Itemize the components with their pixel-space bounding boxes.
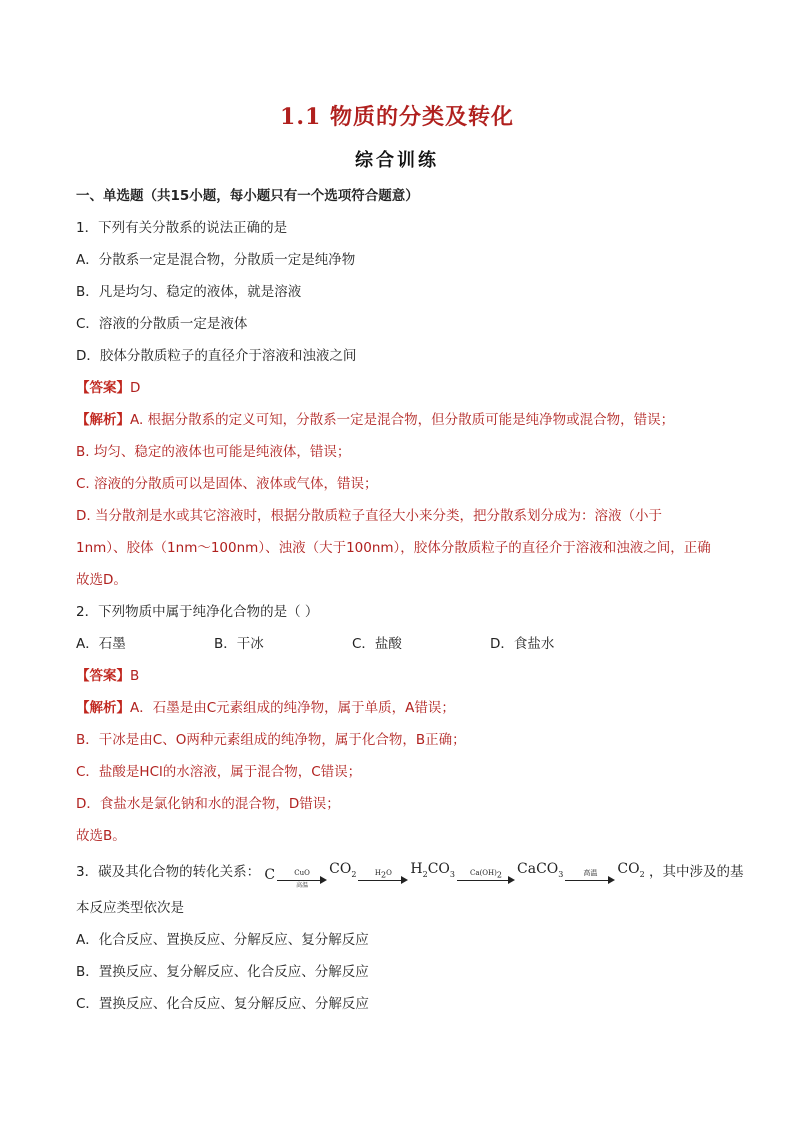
answer-tag: 【答案】 [76, 668, 130, 684]
q1-analysis-line: 故选D。 [76, 572, 127, 588]
formula-caco3: CaCO$_3$ [517, 861, 564, 879]
analysis-tag: 【解析】 [76, 700, 130, 716]
q3-stem-suffix: ，其中涉及的基 [648, 863, 744, 880]
answer-tag: 【答案】 [76, 380, 130, 396]
q3-option-b: B．置换反应、复分解反应、化合反应、分解反应 [76, 964, 369, 980]
formula-co2: $CO_2$ [329, 861, 357, 879]
q1-option-b: B．凡是均匀、稳定的液体，就是溶液 [76, 284, 302, 300]
q2-option-a: A．石墨 [76, 636, 126, 652]
page-subtitle: 综合训练 [355, 150, 439, 171]
arrow-condition-top: $H_2O$ [374, 868, 392, 880]
answer-value: D [130, 380, 141, 396]
q1-analysis-line: B. 均匀、稳定的液体也可能是纯液体，错误； [76, 444, 351, 460]
answer-value: B [130, 668, 140, 684]
q1-option-c: C．溶液的分散质一定是液体 [76, 316, 248, 332]
q2-analysis-line: C．盐酸是HCl的水溶液，属于混合物，C错误； [76, 764, 362, 780]
q2-option-b: B．干冰 [214, 636, 264, 652]
q2-option-c: C．盐酸 [352, 636, 402, 652]
q2-answer [76, 667, 139, 685]
analysis-text: A. 根据分散系的定义可知，分散系一定是混合物，但分散质可能是纯净物或混合物，错误； [130, 412, 675, 428]
analysis-text: A．石墨是由C元素组成的纯净物，属于单质，A错误； [130, 700, 455, 716]
formula-h2co3: $H_2CO_3$ [410, 861, 456, 879]
q1-analysis-line [76, 411, 674, 429]
reaction-chain [264, 857, 644, 887]
q2-options [76, 635, 628, 653]
q1-option-a: A．分散系一定是混合物，分散质一定是纯净物 [76, 252, 356, 268]
section-heading: 一、单选题（共15小题，每小题只有一个选项符合题意） [76, 188, 419, 204]
reaction-arrow [457, 869, 515, 887]
formula-c: C [264, 866, 276, 883]
reaction-arrow [277, 869, 327, 887]
q1-option-d: D．胶体分散质粒子的直径介于溶液和浊液之间 [76, 348, 357, 364]
q3-option-c: C．置换反应、化合反应、复分解反应、分解反应 [76, 996, 369, 1012]
q2-stem: 2．下列物质中属于纯净化合物的是（ ） [76, 604, 319, 620]
page-title: 1.1 物质的分类及转化 [280, 104, 514, 130]
q1-analysis-line: C. 溶液的分散质可以是固体、液体或气体，错误； [76, 476, 378, 492]
reaction-arrow [358, 869, 408, 887]
reaction-arrow [565, 869, 615, 887]
q3-stem-prefix: 3．碳及其化合物的转化关系： [76, 863, 261, 880]
arrow-condition-bottom: 高温 [296, 881, 309, 889]
arrow-condition-top: $Ca(OH)_2$ [470, 868, 502, 880]
q2-analysis-line: D．食盐水是氯化钠和水的混合物，D错误； [76, 796, 340, 812]
q2-analysis-line [76, 699, 455, 717]
q1-analysis-line: 1nm）、胶体（1nm～100nm）、浊液（大于100nm），胶体分散质粒子的直径介于溶液和浊液之间，正确 [76, 540, 711, 556]
analysis-tag: 【解析】 [76, 412, 130, 428]
q1-stem: 1．下列有关分散系的说法正确的是 [76, 220, 288, 236]
q2-option-d: D．食盐水 [490, 636, 555, 652]
q1-answer [76, 379, 140, 397]
arrow-condition-top: 高温 [583, 868, 598, 877]
q3-stem [76, 857, 743, 887]
q3-option-a: A．化合反应、置换反应、分解反应、复分解反应 [76, 932, 369, 948]
formula-co2: $CO_2$ [617, 861, 645, 879]
q3-stem-line2: 本反应类型依次是 [76, 900, 184, 916]
q2-analysis-line: 故选B。 [76, 828, 126, 844]
arrow-condition-top: CuO [294, 868, 310, 877]
q2-analysis-line: B．干冰是由C、O两种元素组成的纯净物，属于化合物，B正确； [76, 732, 466, 748]
q1-analysis-line: D. 当分散剂是水或其它溶液时，根据分散质粒子直径大小来分类，把分散系划分成为：溶液（小于 [76, 508, 662, 524]
